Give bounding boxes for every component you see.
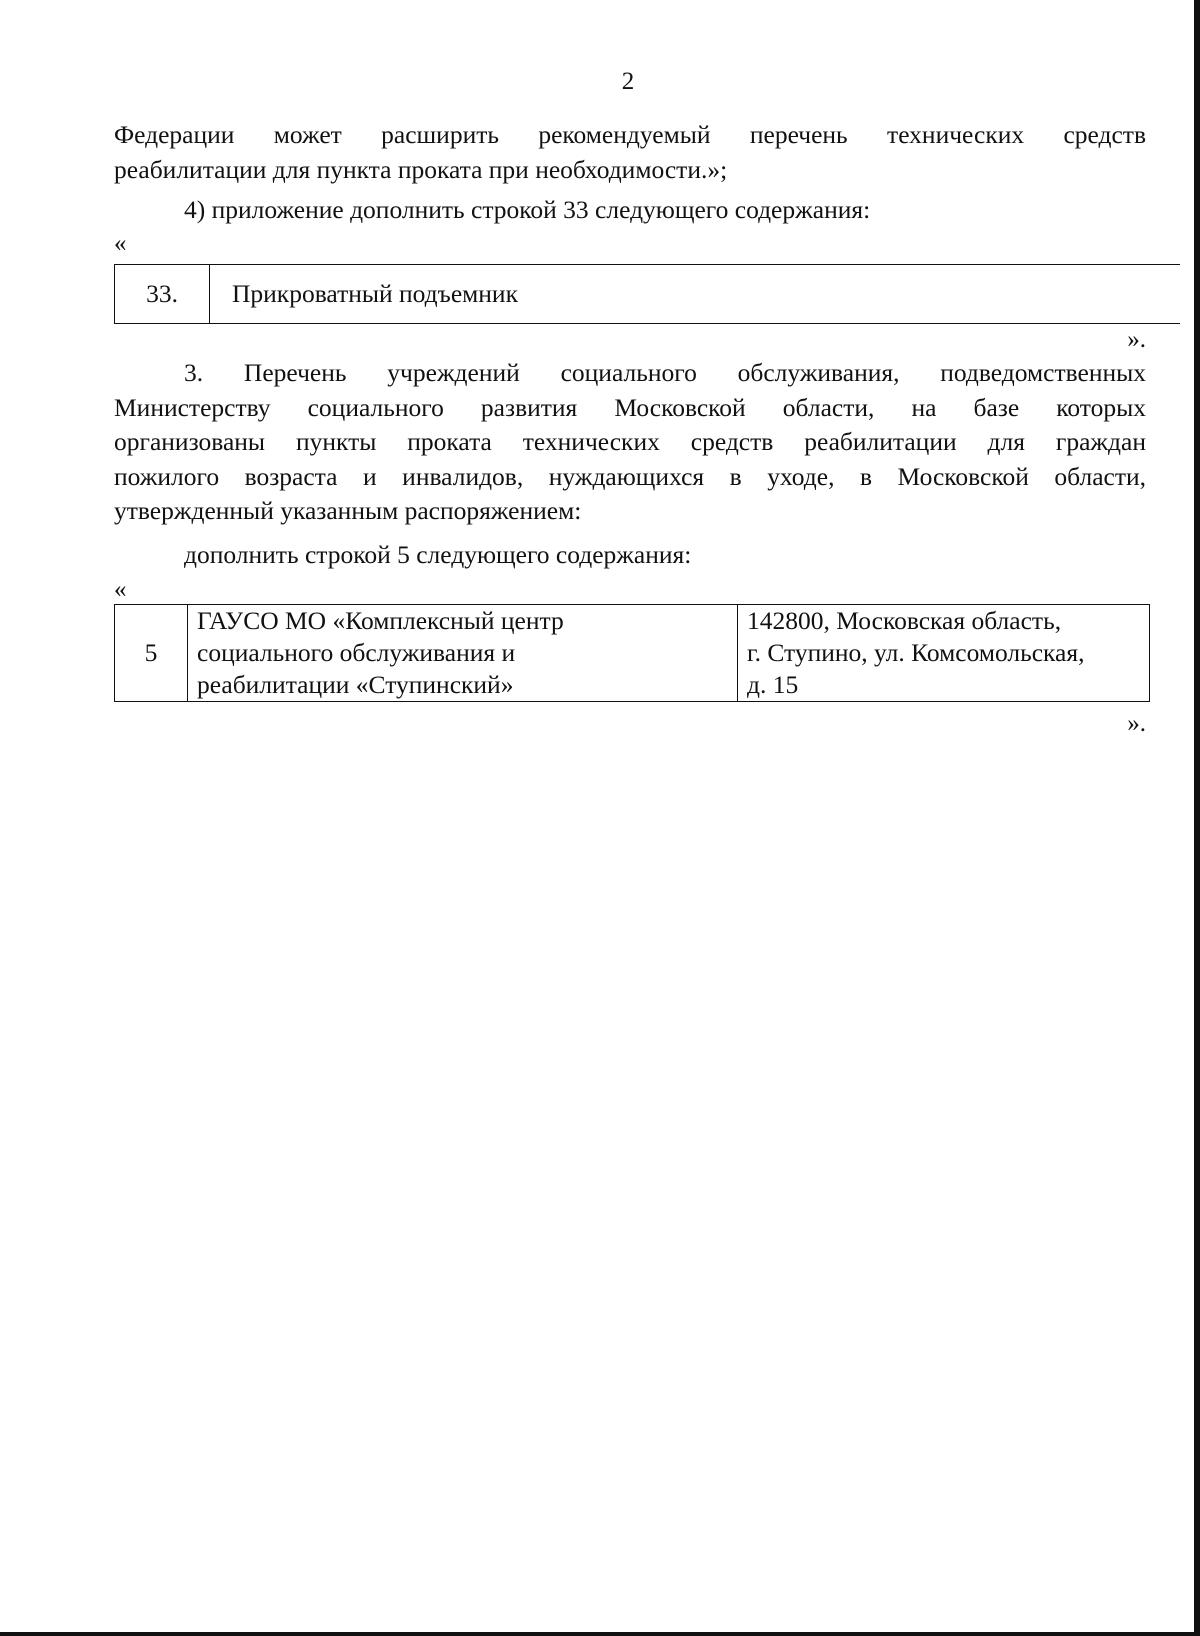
paragraph-line: Федерации может расширить рекомендуемый перечень технических средств (114, 120, 1146, 149)
paragraph-line: 3. Перечень учреждений социального обслуживания, подведомственных (184, 358, 1146, 387)
address-line: д. 15 (747, 670, 799, 699)
institution-line: ГАУСО МО «Комплексный центр (197, 606, 564, 635)
paragraph-line: организованы пункты проката технических средств реабилитации для граждан (114, 427, 1146, 456)
quote-close-2: ». (1127, 710, 1146, 737)
table-row-33 (114, 264, 1180, 324)
table-cell-number: 5 (115, 605, 188, 701)
table-row-5 (114, 604, 1150, 702)
table-cell-institution (189, 605, 738, 701)
institution-line: социального обслуживания и (197, 638, 516, 667)
address-line: 142800, Московская область, (747, 606, 1062, 635)
scan-edge-bottom (0, 1632, 1200, 1636)
scan-edge-right (1194, 0, 1200, 1636)
paragraph-line: Министерству социального развития Московской области, на базе которых (114, 392, 1146, 422)
add-row-5-text: дополнить строкой 5 следующего содержания: (184, 540, 692, 569)
paragraph-line: реабилитации для пункта проката при необходимости.»; (114, 154, 728, 184)
paragraph-3 (114, 356, 1146, 529)
table-cell-name: Прикроватный подъемник (232, 279, 518, 308)
institution-line: реабилитации «Ступинский» (197, 670, 514, 699)
quote-open-1: « (114, 230, 127, 257)
address-line: г. Ступино, ул. Комсомольская, (747, 638, 1085, 667)
page-number: 2 (621, 68, 635, 95)
quote-open-2: « (114, 576, 127, 603)
table-cell-number: 33. (114, 265, 210, 323)
paragraph-line: пожилого возраста и инвалидов, нуждающихся в уходе, в Московской области, (114, 461, 1146, 491)
table-cell-address (739, 605, 1147, 701)
paragraph-line: утвержденный указанным распоряжением: (114, 496, 582, 525)
item-4-text: 4) приложение дополнить строкой 33 следующего содержания: (184, 195, 871, 224)
quote-close-1: ». (1127, 326, 1146, 353)
paragraph-continuation (114, 118, 1146, 187)
